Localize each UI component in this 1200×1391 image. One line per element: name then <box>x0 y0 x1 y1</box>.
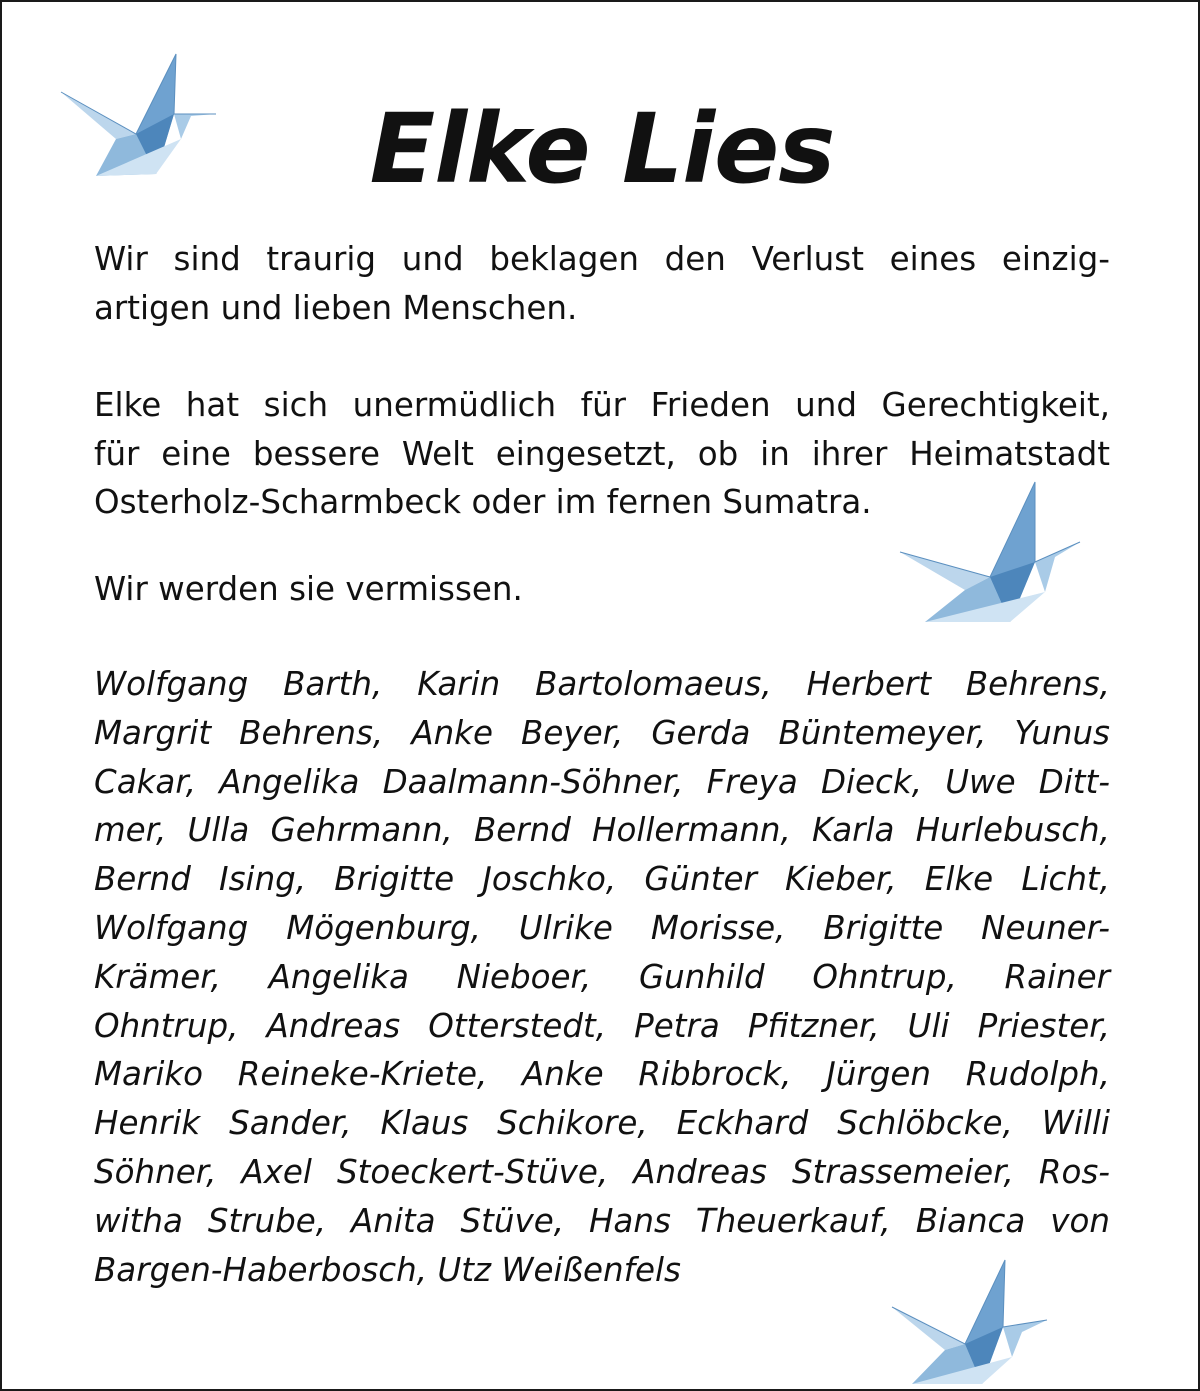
origami-crane-icon <box>895 472 1085 632</box>
name-line: Wolfgang Barth, Karin Bartolomaeus, Herbert Behrens, <box>94 665 1110 703</box>
name-line: Henrik Sander, Klaus Schikore, Eckhard Schlöbcke, Willi <box>94 1104 1110 1143</box>
name-line: Mariko Reineke-Kriete, Anke Ribbrock, Jürgen Rudolph, <box>94 1055 1110 1094</box>
name-line: Margrit Behrens, Anke Beyer, Gerda Büntemeyer, Yunus <box>94 713 1110 752</box>
name-line: Cakar, Angelika Daalmann-Söhner, Freya Dieck, Uwe Ditt- <box>94 762 1110 801</box>
name-line: Krämer, Angelika Nieboer, Gunhild Ohntrup, Rainer <box>94 957 1110 996</box>
text-line: artigen und lieben Menschen. <box>94 288 578 327</box>
condolence-paragraph <box>94 235 1110 332</box>
name-line: witha Strube, Anita Stüve, Hans Theuerkauf, Bianca von <box>94 1201 1110 1240</box>
name-line: Bernd Ising, Brigitte Joschko, Günter Kieber, Elke Licht, <box>94 860 1110 899</box>
name-line: mer, Ulla Gehrmann, Bernd Hollermann, Karla Hurlebusch, <box>94 811 1110 850</box>
name-line: Bargen-Haberbosch, Utz Weißenfels <box>94 1250 681 1289</box>
origami-crane-icon <box>887 1252 1052 1387</box>
signatories-list <box>94 660 1110 1294</box>
name-line: Söhner, Axel Stoeckert-Stüve, Andreas Strassemeier, Ros- <box>94 1152 1110 1191</box>
text-line: für eine bessere Welt eingesetzt, ob in ihrer Heimatstadt <box>94 434 1110 473</box>
name-line: Wolfgang Mögenburg, Ulrike Morisse, Brigitte Neuner- <box>94 908 1110 947</box>
text-line: Wir sind traurig und beklagen den Verlust eines einzig- <box>94 240 1110 278</box>
text-line: Elke hat sich unermüdlich für Frieden und Gerechtigkeit, <box>94 386 1110 424</box>
text-line: Wir werden sie vermissen. <box>94 570 523 608</box>
deceased-name: Elke Lies <box>369 93 835 205</box>
name-line: Ohntrup, Andreas Otterstedt, Petra Pfitzner, Uli Priester, <box>94 1006 1110 1045</box>
text-line: Osterholz-Scharmbeck oder im fernen Sumatra. <box>94 483 872 521</box>
